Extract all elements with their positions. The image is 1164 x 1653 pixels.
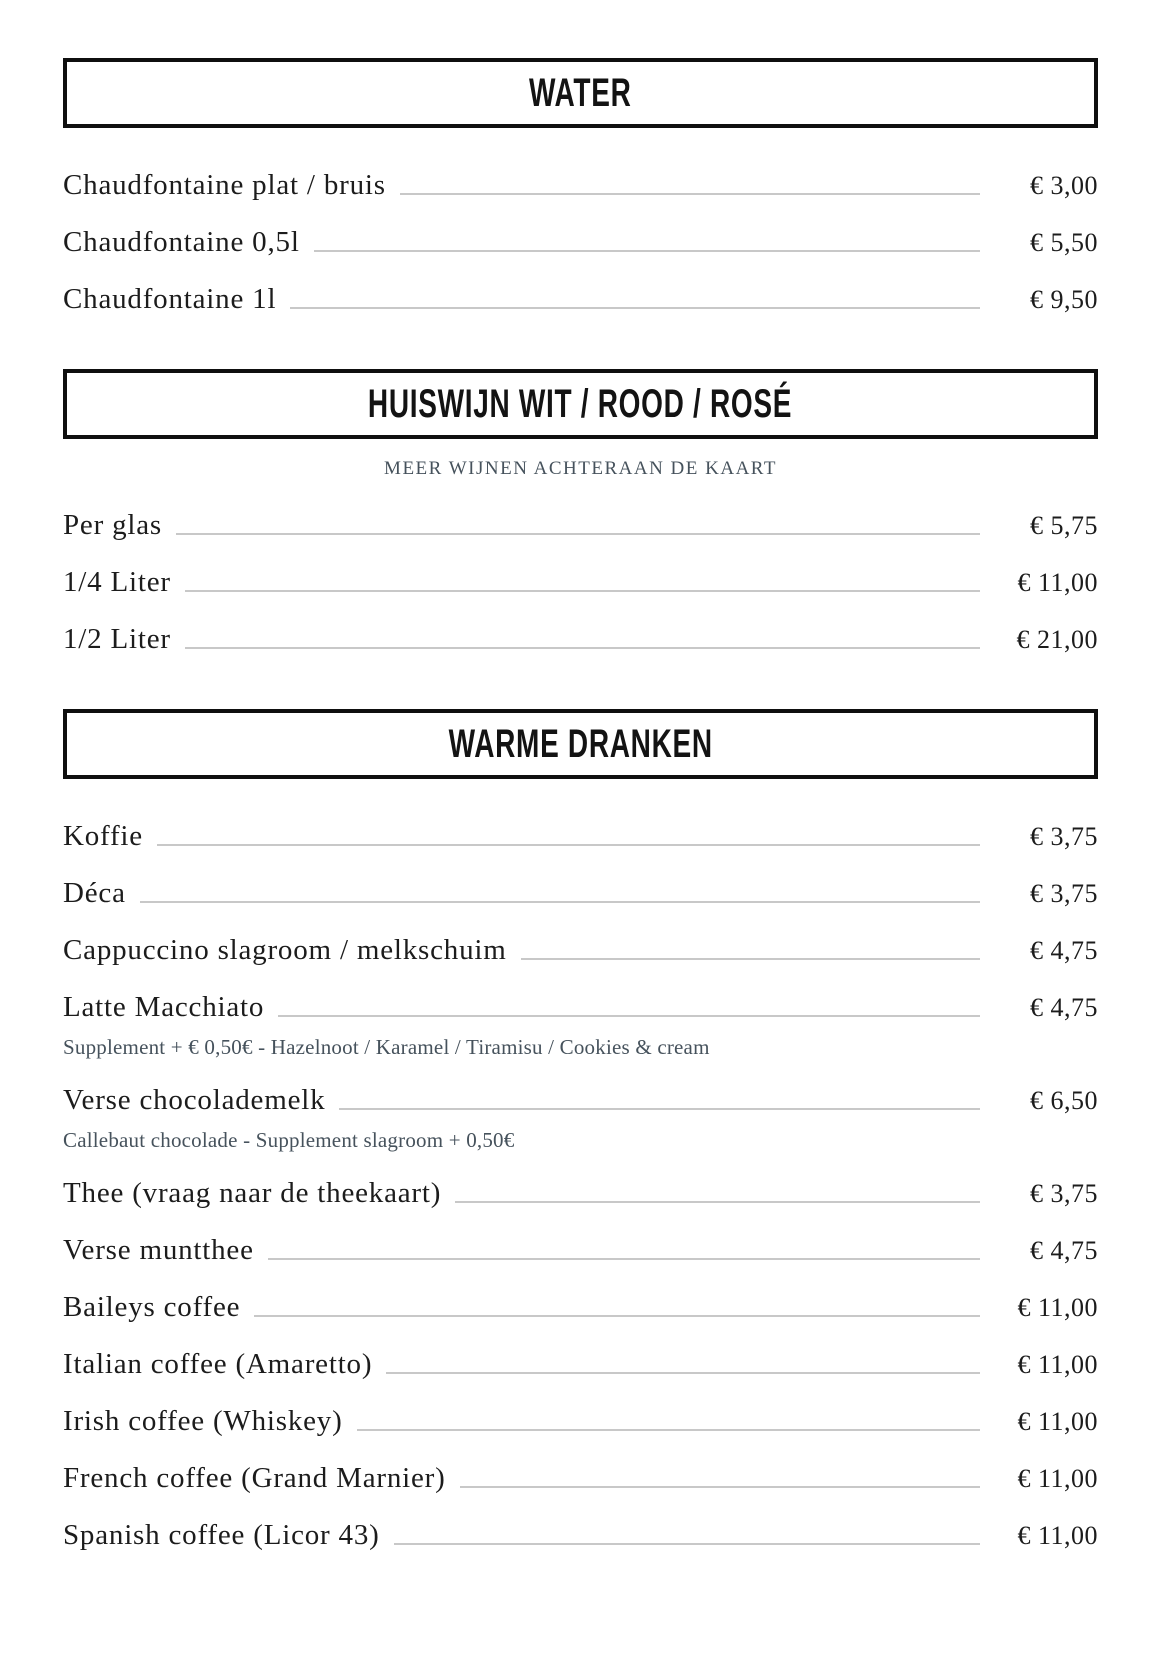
item-name: Irish coffee (Whiskey) [63, 1405, 343, 1437]
leader-line [278, 1015, 980, 1017]
item-name: Déca [63, 877, 126, 909]
leader-line [455, 1201, 980, 1203]
leader-line [394, 1543, 980, 1545]
item-name: Italian coffee (Amaretto) [63, 1348, 373, 1380]
menu-item-row [63, 168, 1098, 203]
item-price: € 4,75 [1030, 1236, 1098, 1265]
item-name: Verse muntthee [63, 1234, 254, 1266]
item-name: Chaudfontaine plat / bruis [63, 169, 386, 201]
menu-item-row [63, 1347, 1098, 1382]
item-name: 1/4 Liter [63, 566, 171, 598]
item-price: € 11,00 [1017, 568, 1098, 597]
leader-line [521, 958, 980, 960]
menu-item-row [63, 1176, 1098, 1211]
item-name: Spanish coffee (Licor 43) [63, 1519, 380, 1551]
section-header [63, 58, 1098, 128]
menu-item [63, 819, 1098, 854]
menu-item [63, 1404, 1098, 1439]
menu-item [63, 168, 1098, 203]
item-note: Callebaut chocolade - Supplement slagroom + 0,50€ [63, 1128, 515, 1152]
menu-item [63, 1290, 1098, 1325]
item-price: € 21,00 [1016, 625, 1098, 654]
menu-item-row [63, 282, 1098, 317]
item-name: French coffee (Grand Marnier) [63, 1462, 446, 1494]
item-price: € 11,00 [1017, 1293, 1098, 1322]
section-title: WATER [529, 70, 632, 115]
menu-section [63, 58, 1098, 317]
menu-item [63, 565, 1098, 600]
item-price: € 4,75 [1030, 936, 1098, 965]
menu-item-row [63, 1404, 1098, 1439]
leader-line [140, 901, 980, 903]
menu-item-row [63, 225, 1098, 260]
menu-item [63, 933, 1098, 968]
menu-section [63, 369, 1098, 657]
menu-item [63, 876, 1098, 911]
leader-line [157, 844, 980, 846]
item-price: € 5,75 [1030, 511, 1098, 540]
section-items [63, 819, 1098, 1553]
item-name: Latte Macchiato [63, 991, 265, 1023]
menu-item [63, 225, 1098, 260]
leader-line [460, 1486, 980, 1488]
item-name: Thee (vraag naar de theekaart) [63, 1177, 442, 1209]
section-title: HUISWIJN WIT / ROOD / ROSÉ [368, 381, 793, 426]
item-name: Per glas [63, 509, 163, 541]
item-price: € 5,50 [1030, 228, 1098, 257]
menu-item-row [63, 508, 1098, 543]
item-name: Chaudfontaine 0,5l [63, 226, 300, 258]
leader-line [314, 250, 980, 252]
item-price: € 6,50 [1030, 1086, 1098, 1115]
menu-item-row [63, 1290, 1098, 1325]
menu-item [63, 622, 1098, 657]
item-name: Chaudfontaine 1l [63, 283, 277, 315]
menu-item-row [63, 933, 1098, 968]
leader-line [176, 533, 980, 535]
leader-line [185, 647, 980, 649]
leader-line [386, 1372, 980, 1374]
menu-item [63, 282, 1098, 317]
menu-item-row [63, 819, 1098, 854]
leader-line [268, 1258, 980, 1260]
item-price: € 3,75 [1030, 879, 1098, 908]
menu-item-row [63, 1518, 1098, 1553]
item-price: € 11,00 [1017, 1407, 1098, 1436]
leader-line [339, 1108, 980, 1110]
menu-item-row [63, 1461, 1098, 1496]
leader-line [400, 193, 980, 195]
item-price: € 4,75 [1030, 993, 1098, 1022]
item-price: € 11,00 [1017, 1464, 1098, 1493]
item-name: 1/2 Liter [63, 623, 171, 655]
menu-item [63, 990, 1098, 1061]
menu-item-row [63, 622, 1098, 657]
menu-item-row [63, 565, 1098, 600]
item-price: € 11,00 [1017, 1521, 1098, 1550]
menu-item-row [63, 1083, 1098, 1118]
item-price: € 3,00 [1030, 171, 1098, 200]
menu-item [63, 1347, 1098, 1382]
section-items [63, 508, 1098, 657]
item-name: Verse chocolademelk [63, 1084, 326, 1116]
item-name: Baileys coffee [63, 1291, 241, 1323]
menu-item [63, 1083, 1098, 1154]
item-price: € 3,75 [1030, 822, 1098, 851]
section-title: WARME DRANKEN [448, 721, 713, 766]
leader-line [290, 307, 980, 309]
menu-item [63, 1518, 1098, 1553]
menu-item [63, 1176, 1098, 1211]
menu-item [63, 1233, 1098, 1268]
item-name: Koffie [63, 820, 143, 852]
section-header [63, 369, 1098, 439]
menu-item-row [63, 1233, 1098, 1268]
item-note: Supplement + € 0,50€ - Hazelnoot / Karamel / Tiramisu / Cookies & cream [63, 1035, 710, 1059]
menu-item [63, 508, 1098, 543]
section-subtitle: MEER WIJNEN ACHTERAAN DE KAART [384, 458, 777, 479]
leader-line [357, 1429, 980, 1431]
item-price: € 11,00 [1017, 1350, 1098, 1379]
section-header [63, 709, 1098, 779]
leader-line [185, 590, 980, 592]
menu-item [63, 1461, 1098, 1496]
item-name: Cappuccino slagroom / melkschuim [63, 934, 507, 966]
menu-section [63, 709, 1098, 1553]
menu-item-row [63, 990, 1098, 1025]
section-items [63, 168, 1098, 317]
menu-item-row [63, 876, 1098, 911]
leader-line [254, 1315, 980, 1317]
item-price: € 9,50 [1030, 285, 1098, 314]
item-price: € 3,75 [1030, 1179, 1098, 1208]
